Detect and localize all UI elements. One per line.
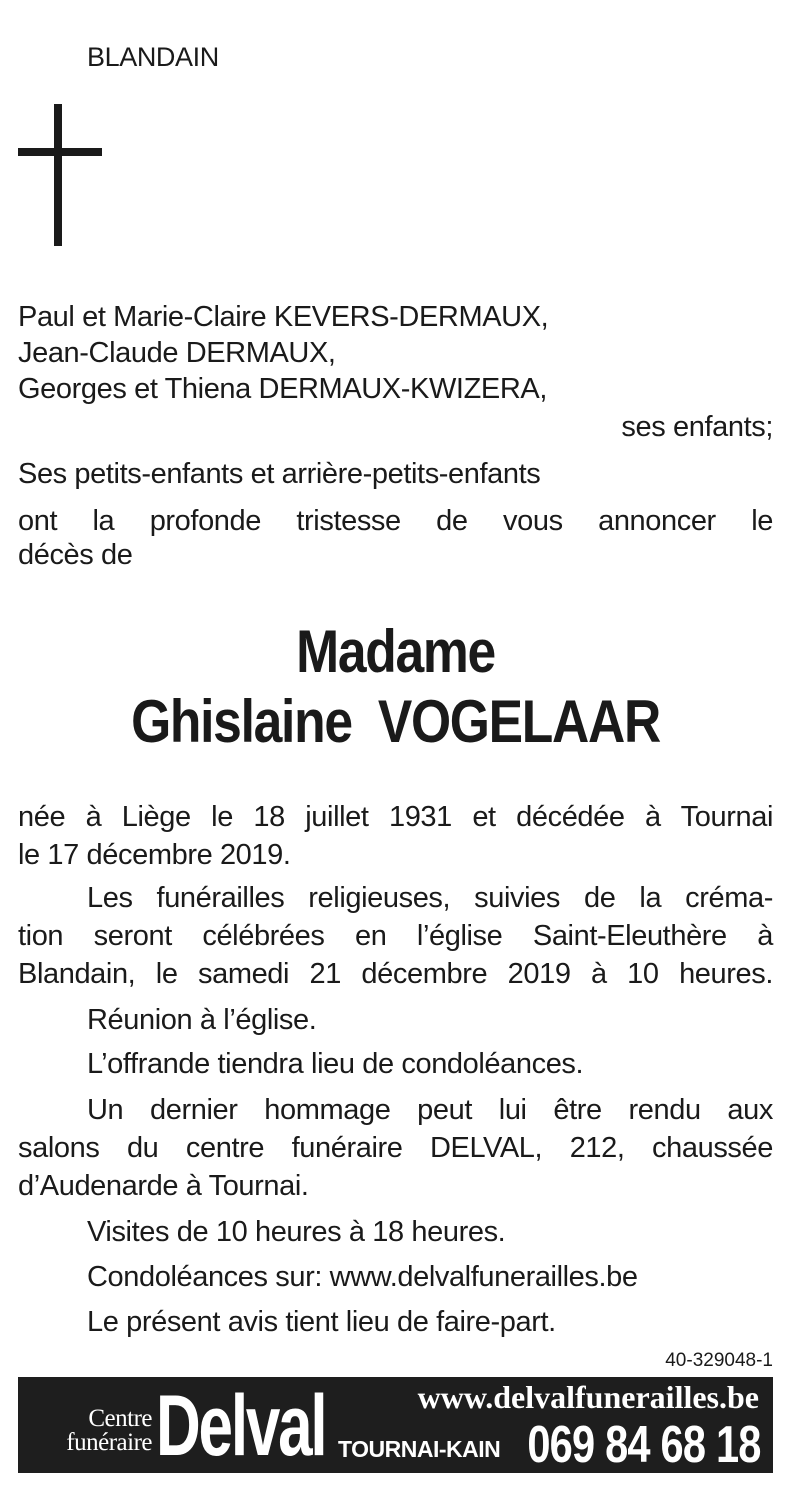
deceased-title: Madame: [296, 618, 495, 685]
tribute-line-2: salons du centre funéraire DELVAL, 212, chaussée: [18, 1132, 773, 1164]
offering-line: L’offrande tiendra lieu de condoléances.: [87, 1048, 584, 1080]
city-label: TOURNAI-KAIN: [338, 1436, 501, 1462]
deceased-name: Ghislaine VOGELAAR: [131, 688, 660, 755]
funeral-home-banner: [18, 1377, 773, 1473]
family-line-2: Jean-Claude DERMAUX,: [18, 337, 336, 369]
family-role: ses enfants;: [621, 411, 773, 443]
condolences-line: Condoléances sur: www.delvalfunerailles.be: [87, 1261, 638, 1293]
meeting-line: Réunion à l’église.: [87, 1004, 317, 1036]
centre-funeraire-label: [38, 1407, 152, 1455]
phone-number[interactable]: 069 84 68 18: [527, 1416, 761, 1474]
centre-label-line-1: Centre: [88, 1405, 152, 1432]
family-line-4: Ses petits-enfants et arrière-petits-enfants: [18, 458, 541, 490]
family-line-1: Paul et Marie-Claire KEVERS-DERMAUX,: [18, 301, 549, 333]
announcement-line-2: décès de: [18, 539, 133, 571]
brand-logo: Delval: [156, 1378, 326, 1474]
funeral-line-1: Les funérailles religieuses, suivies de la créma-: [87, 882, 773, 914]
birth-line-1: née à Liège le 18 juillet 1931 et décédée à Tournai: [18, 801, 773, 833]
reference-number: 40-329048-1: [665, 1350, 773, 1371]
tribute-line-1: Un dernier hommage peut lui être rendu aux: [87, 1094, 773, 1126]
tribute-line-3: d’Audenarde à Tournai.: [18, 1170, 309, 1202]
location-heading: BLANDAIN: [87, 42, 219, 72]
centre-label-line-2: funéraire: [66, 1429, 152, 1456]
birth-line-2: le 17 décembre 2019.: [18, 839, 291, 871]
website-link[interactable]: www.delvalfunerailles.be: [417, 1379, 759, 1415]
funeral-line-2: tion seront célébrées en l’église Saint-Eleuthère à: [18, 920, 773, 952]
funeral-line-3: Blandain, le samedi 21 décembre 2019 à 10 heures.: [18, 958, 773, 990]
family-line-3: Georges et Thiena DERMAUX-KWIZERA,: [18, 373, 547, 405]
announcement-line-1: ont la profonde tristesse de vous annoncer le: [18, 505, 773, 537]
notice-line: Le présent avis tient lieu de faire-part.: [87, 1306, 556, 1338]
visits-line: Visites de 10 heures à 18 heures.: [87, 1216, 506, 1248]
